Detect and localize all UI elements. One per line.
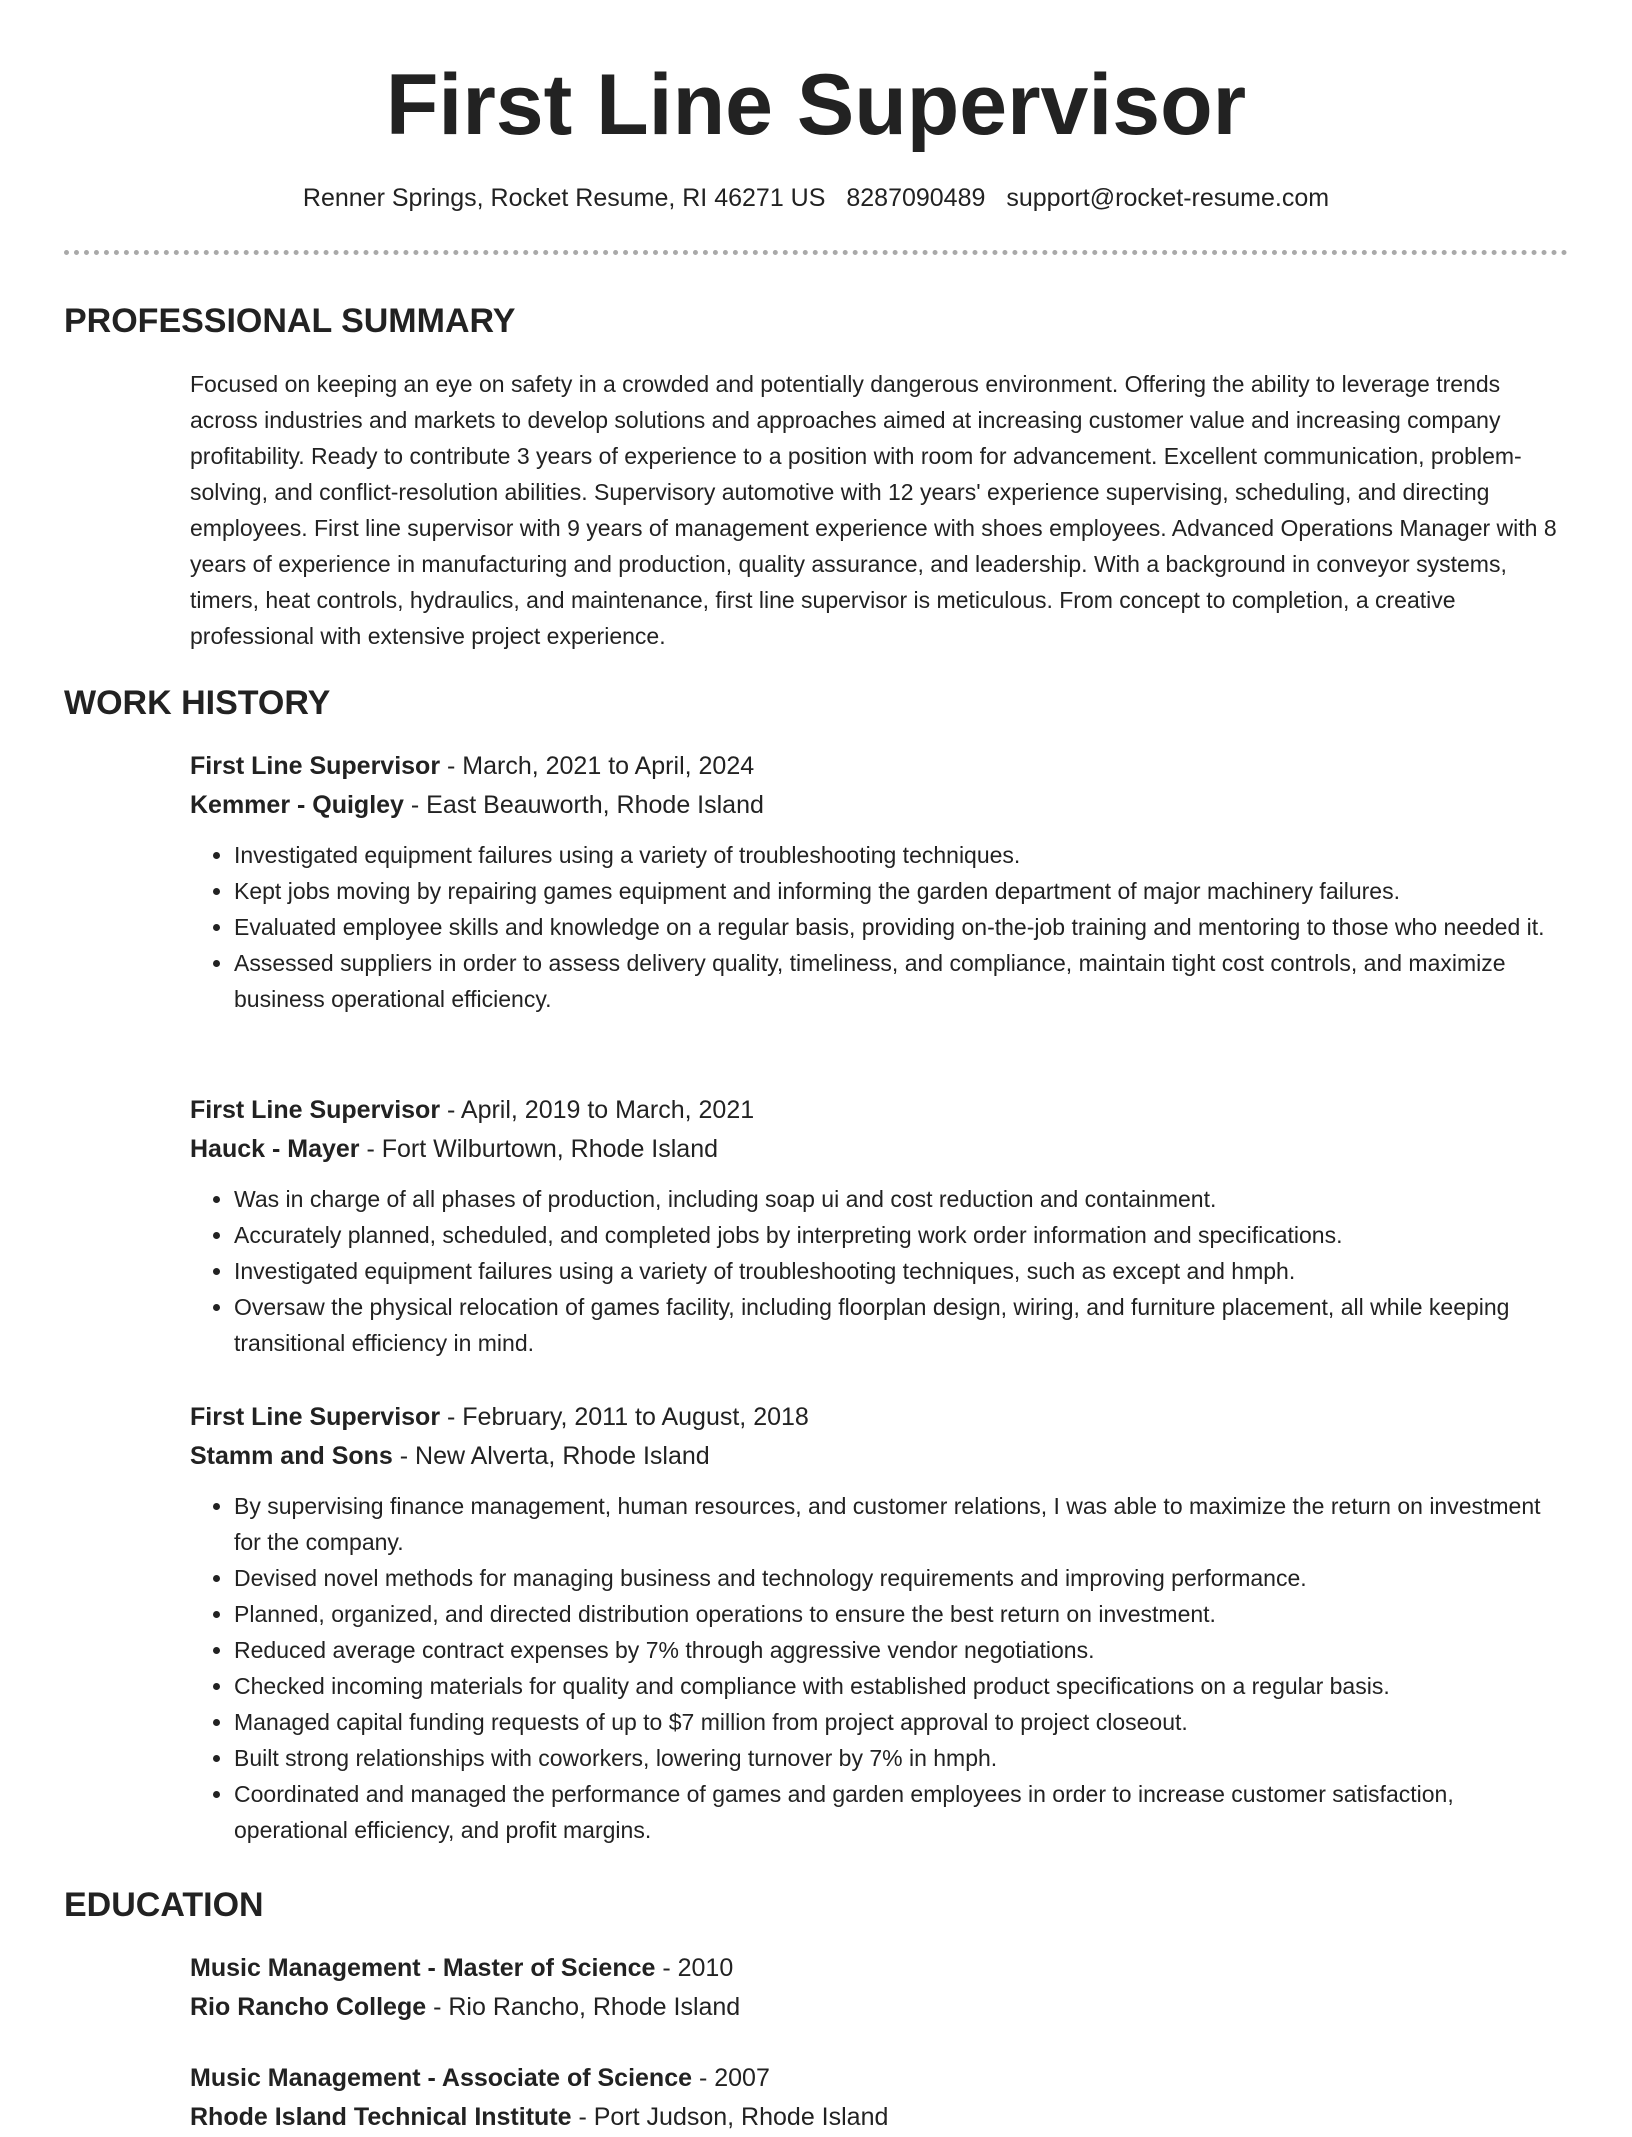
- job-bullet: • By supervising finance management, human resources, and customer relations, I was able to maximize the return on investment for the company.: [234, 1488, 1570, 1560]
- job-bullet: • Coordinated and managed the performance of games and garden employees in order to increase customer satisfaction, operational efficiency, and profit margins.: [234, 1776, 1570, 1848]
- job-bullet: • Evaluated employee skills and knowledge on a regular basis, providing on-the-job training and mentoring to those who needed it.: [234, 909, 1570, 945]
- job-bullet: • Assessed suppliers in order to assess delivery quality, timeliness, and compliance, maintain tight cost controls, and maximize business operational efficiency.: [234, 945, 1570, 1017]
- summary-text: Focused on keeping an eye on safety in a crowded and potentially dangerous environment. Offering the ability to leverage trends across industries and markets to develop solutions and approaches aimed at increasing customer value and increasing company profitability. Ready to contribute 3 years of experience to a position with room for advancement. Excellent communication, problem-solving, and conflict-resolution abilities. Supervisory automotive with 12 years' experience supervising, scheduling, and directing employees. First line supervisor with 9 years of management experience with shoes employees. Advanced Operations Manager with 8 years of experience in manufacturing and production, quality assurance, and leadership. With a background in conveyor systems, timers, heat controls, hydraulics, and maintenance, first line supervisor is meticulous. From concept to completion, a creative professional with extensive project experience.: [190, 371, 1557, 649]
- degree-line: [190, 2059, 1570, 2098]
- job-company-line: [190, 1437, 1570, 1476]
- contact-address: Renner Springs, Rocket Resume, RI 46271 US: [302, 184, 826, 212]
- school-name: Rhode Island Technical Institute: [190, 2103, 572, 2131]
- summary-heading: PROFESSIONAL SUMMARY: [64, 302, 516, 340]
- contact-phone: 8287090489: [846, 184, 986, 212]
- job-bullet: • Managed capital funding requests of up to $7 million from project approval to project closeout.: [234, 1704, 1570, 1740]
- degree-name: Music Management - Associate of Science: [190, 2064, 693, 2092]
- job-company-line: [190, 1130, 1570, 1169]
- job-title: First Line Supervisor: [190, 1403, 441, 1431]
- job-location: - New Alverta, Rhode Island: [392, 1442, 710, 1470]
- job-bullet: • Kept jobs moving by repairing games equipment and informing the garden department of major machinery failures.: [234, 873, 1570, 909]
- job-title: First Line Supervisor: [190, 1096, 441, 1124]
- job-dates: - February, 2011 to August, 2018: [440, 1403, 809, 1431]
- job-title-line: [190, 747, 1570, 786]
- job-location: - East Beauworth, Rhode Island: [403, 791, 764, 819]
- work-history-heading: WORK HISTORY: [64, 684, 331, 722]
- school-name: Rio Rancho College: [190, 1993, 427, 2021]
- job-bullet: • Was in charge of all phases of production, including soap ui and cost reduction and containment.: [234, 1181, 1570, 1217]
- contact-info: [0, 178, 1632, 218]
- job-bullets: [190, 837, 1570, 1017]
- job-company-line: [190, 786, 1570, 825]
- job-title: First Line Supervisor: [190, 752, 441, 780]
- job-bullet: • Reduced average contract expenses by 7% through aggressive vendor negotiations.: [234, 1632, 1570, 1668]
- job-dates: - April, 2019 to March, 2021: [440, 1096, 755, 1124]
- job-company: Hauck - Mayer: [190, 1135, 360, 1163]
- job-entry: [190, 1398, 1570, 1848]
- job-company: Kemmer - Quigley: [190, 791, 404, 819]
- job-bullets: [190, 1488, 1570, 1848]
- job-company: Stamm and Sons: [190, 1442, 393, 1470]
- job-title-line: [190, 1091, 1570, 1130]
- degree-name: Music Management - Master of Science: [190, 1954, 656, 1982]
- degree-year: - 2007: [692, 2064, 770, 2092]
- contact-email: support@rocket-resume.com: [1006, 184, 1330, 212]
- job-bullet: • Devised novel methods for managing business and technology requirements and improving performance.: [234, 1560, 1570, 1596]
- job-bullet: • Accurately planned, scheduled, and completed jobs by interpreting work order information and specifications.: [234, 1217, 1570, 1253]
- school-location: - Port Judson, Rhode Island: [571, 2103, 889, 2131]
- education-heading: EDUCATION: [64, 1886, 264, 1924]
- resume-title: First Line Supervisor: [385, 57, 1247, 153]
- job-bullet: • Checked incoming materials for quality and compliance with established product specifications on a regular basis.: [234, 1668, 1570, 1704]
- header-divider: [64, 250, 1568, 255]
- job-dates: - March, 2021 to April, 2024: [440, 752, 755, 780]
- job-entry: [190, 1091, 1570, 1361]
- job-bullet: • Investigated equipment failures using a variety of troubleshooting techniques, such as except and hmph.: [234, 1253, 1570, 1289]
- school-line: [190, 2098, 1570, 2137]
- job-bullet: • Investigated equipment failures using a variety of troubleshooting techniques.: [234, 837, 1570, 873]
- school-location: - Rio Rancho, Rhode Island: [426, 1993, 741, 2021]
- job-bullets: [190, 1181, 1570, 1361]
- job-entry: [190, 747, 1570, 1017]
- degree-line: [190, 1949, 1570, 1988]
- job-location: - Fort Wilburtown, Rhode Island: [359, 1135, 719, 1163]
- school-line: [190, 1988, 1570, 2027]
- job-bullet: • Built strong relationships with coworkers, lowering turnover by 7% in hmph.: [234, 1740, 1570, 1776]
- education-entry: [190, 2059, 1570, 2137]
- job-bullet: • Planned, organized, and directed distribution operations to ensure the best return on investment.: [234, 1596, 1570, 1632]
- education-entry: [190, 1949, 1570, 2027]
- job-bullet: • Oversaw the physical relocation of games facility, including floorplan design, wiring, and furniture placement, all while keeping transitional efficiency in mind.: [234, 1289, 1570, 1361]
- job-title-line: [190, 1398, 1570, 1437]
- degree-year: - 2010: [655, 1954, 734, 1982]
